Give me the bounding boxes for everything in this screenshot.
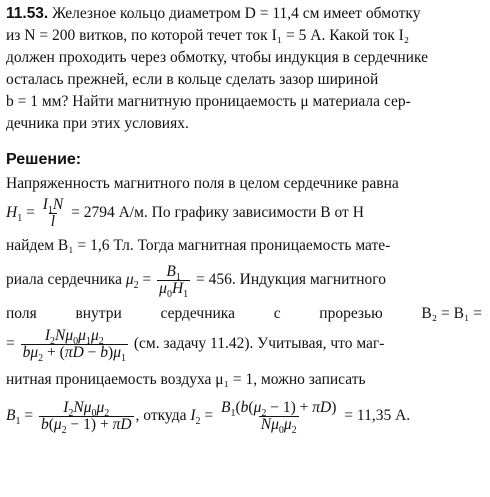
solution-line-7: нитная проницаемость воздуха μ₁ = 1, можно записать <box>6 371 366 388</box>
problem-line-4: осталась прежней, если в кольце сделать зазор шириной <box>6 71 379 88</box>
solution-line-1: Напряженность магнитного поля в целом сердечнике равна <box>6 175 399 192</box>
formula-h1: $\frac{I_1N}{l}$ <box>42 195 64 230</box>
problem-line-5: b = 1 мм? Найти магнитную проницаемость μ материала сер- <box>6 93 411 110</box>
formula-mu2: $\frac{B_1}{\mu_0H_1}$ <box>159 262 189 301</box>
formula-b2: $\frac{I_2N\mu_0\mu_1\mu_2}{b\mu_2 + (\pi D - b)\mu_1}$ <box>22 326 126 365</box>
problem-line-1 <box>6 4 482 24</box>
problem-text: Железное кольцо диаметром D = 11,4 см имеет обмотку <box>52 5 421 22</box>
problem-line-6: дечника при этих условиях. <box>6 115 189 132</box>
solution-heading: Решение: <box>6 151 82 168</box>
solution-line-8: $B_1$ = $\frac{I_2N\mu_0\mu_2}{b(\mu_2 - 1) + \pi D}$ , откуда $I_2$ = $\frac{B_1(b(\mu_2 - 1) + \pi D)}{N\mu_0\mu_2}$ = 11,35 А. <box>6 398 411 437</box>
solution-line-4: риала сердечника $\mu_2$ = $\frac{B_1}{\mu_0H_1}$ = 456. Индукция магнитного <box>6 262 386 301</box>
problem-line-3: должен проходить через обмотку, чтобы индукция в сердечнике <box>6 49 428 66</box>
formula-b1: $\frac{I_2N\mu_0\mu_2}{b(\mu_2 - 1) + \pi D}$ <box>40 398 132 437</box>
solution-line-6: = $\frac{I_2N\mu_0\mu_1\mu_2}{b\mu_2 + (\pi D - b)\mu_1}$ (см. задачу 11.42). Учитывая, что маг- <box>6 326 385 365</box>
formula-i2: $\frac{B_1(b(\mu_2 - 1) + \pi D)}{N\mu_0\mu_2}$ <box>221 398 337 437</box>
solution-line-3: найдем B₁ = 1,6 Тл. Тогда магнитная проницаемость мате- <box>6 237 391 254</box>
problem-number: 11.53. <box>6 5 49 22</box>
solution-line-2: $H_1$ = $\frac{I_1N}{l}$ = 2794 А/м. По графику зависимости B от H <box>6 195 364 230</box>
problem-line-2: из N = 200 витков, по которой течет ток I₁ = 5 А. Какой ток I₂ <box>6 27 410 44</box>
solution-line-5: поля внутри сердечника с прорезью B₂ = B₁ = <box>6 305 482 322</box>
